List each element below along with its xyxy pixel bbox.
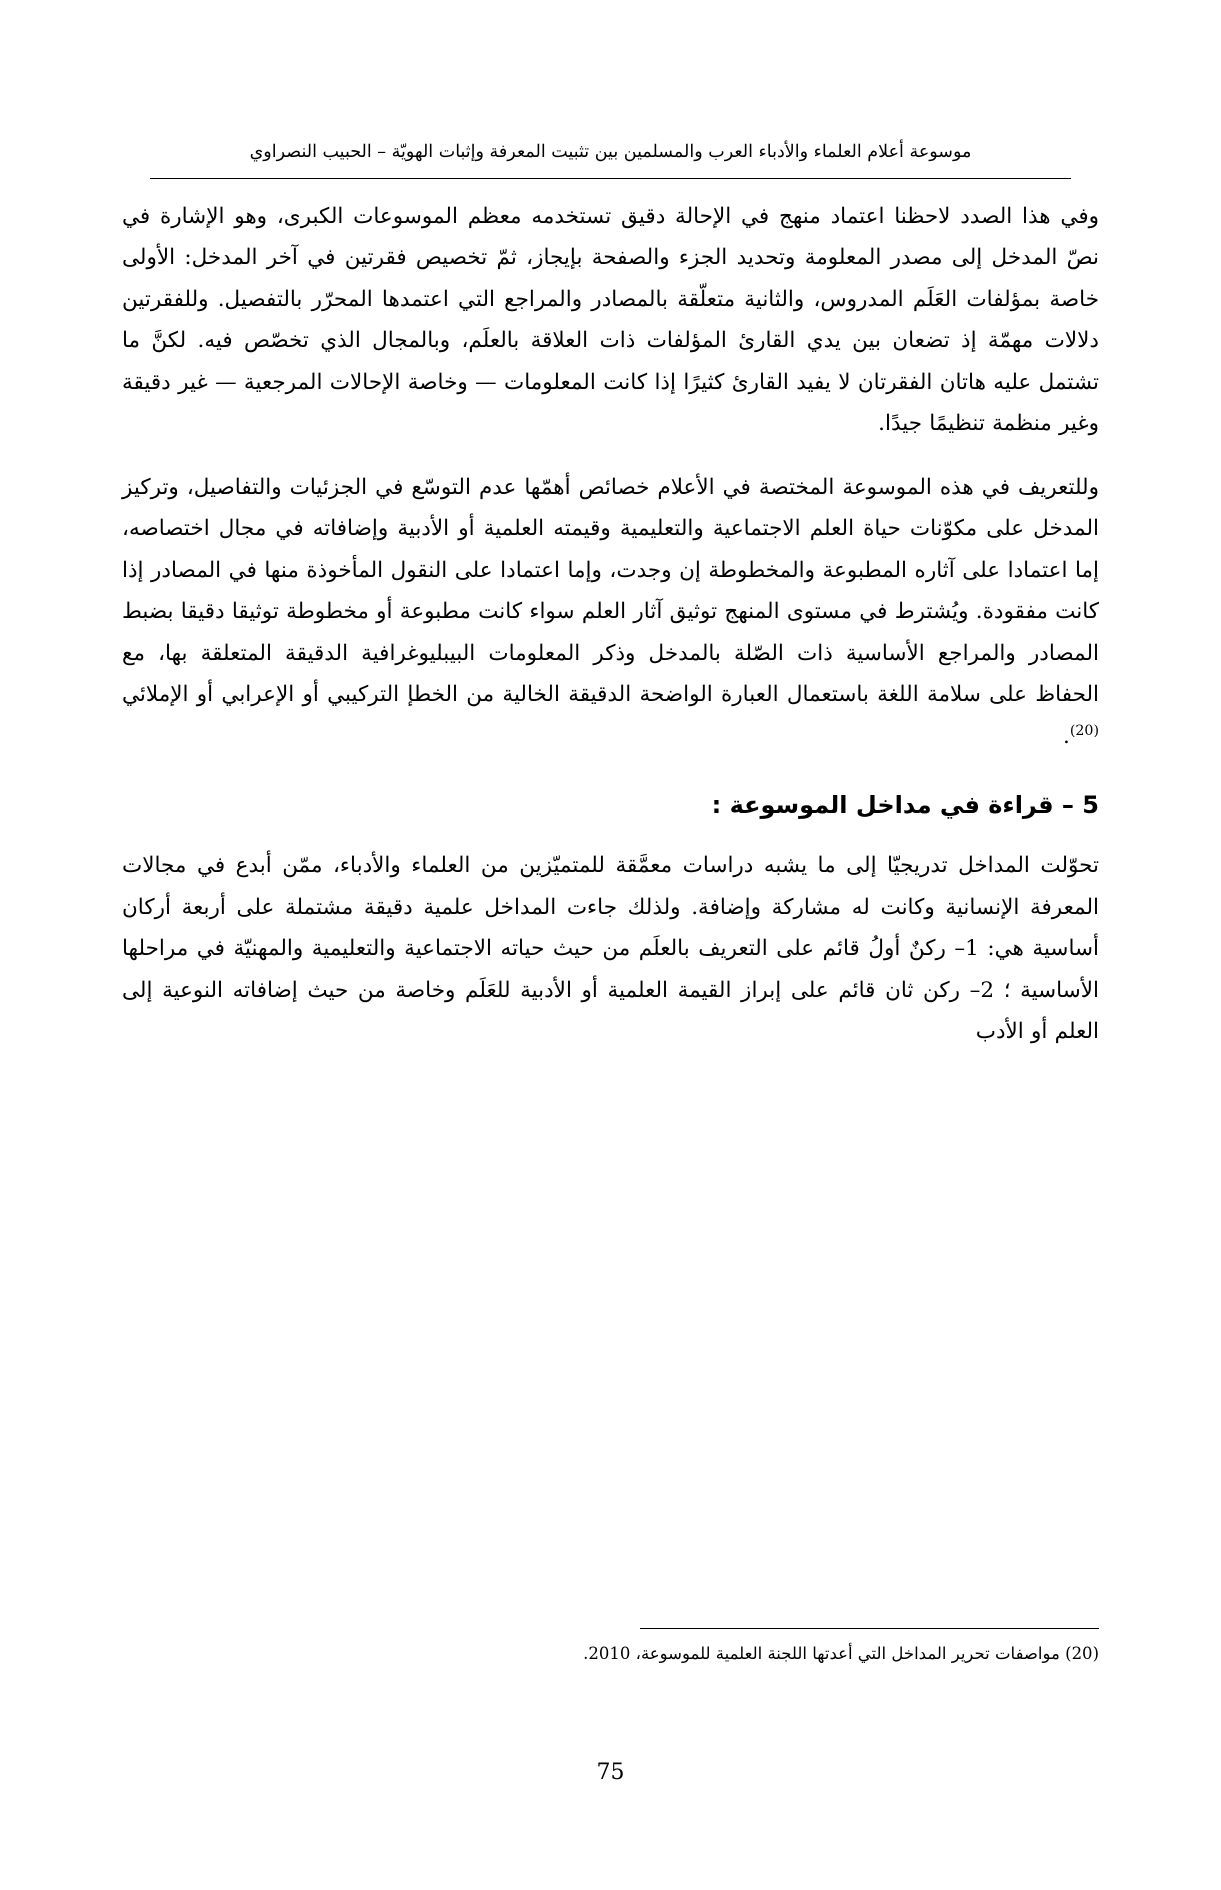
page-number: 75 [596, 1760, 625, 1785]
body-paragraph-1: وفي هذا الصدد لاحظنا اعتماد منهج في الإحالة دقيق تستخدمه معظم الموسوعات الكبرى، وهو الإشارة في نصّ المدخل إلى مصدر المعلومة وتحديد الجزء والصفحة بإيجاز، ثمّ تخصيص فقرتين في آخر المدخل: الأولى خاصة بمؤلفات العَلَم المدروس، والثانية متعلّقة بالمصادر والمراجع التي اعتمدها المحرّر بالتفصيل. وللفقرتين دلالات مهمّة إذ تضعان بين يدي القارئ المؤلفات ذات العلاقة بالعلَم، وبالمجال الذي تخصّص فيه. لكنَّ ما تشتمل عليه هاتان الفقرتان لا يفيد القارئ كثيرًا إذا كانت المعلومات — وخاصة الإحالات المرجعية — غير دقيقة وغير منظمة تنظيمًا جيدًا. [122, 204, 1099, 437]
body-paragraph-2-text: وللتعريف في هذه الموسوعة المختصة في الأعلام خصائص أهمّها عدم التوسّع في الجزئيات والتفاصيل، وتركيز المدخل على مكوّنات حياة العلم الاجتماعية والتعليمية وقيمته العلمية أو الأدبية وإضافاته في مجال اختصاصه، إما اعتمادا على آثاره المطبوعة والمخطوطة إن وجدت، وإما اعتمادا على النقول المأخوذة منها في المصادر إذا كانت مفقودة. ويُشترط في مستوى المنهج توثيق آثار العلم سواء كانت مطبوعة أو مخطوطة توثيقا دقيقا بضبط المصادر والمراجع الأساسية ذات الصّلة بالمدخل وذكر المعلومات البيبليوغرافية الدقيقة المتعلقة بها، مع الحفاظ على سلامة اللغة باستعمال العبارة الواضحة الدقيقة الخالية من الخطإ التركيبي أو الإعرابي أو الإملائي [122, 474, 1099, 708]
section-heading: 5 – قراءة في مداخل الموسوعة : [711, 791, 1099, 820]
page-body [122, 196, 1099, 1053]
page-header [150, 140, 1071, 179]
header-divider [150, 178, 1071, 179]
body-paragraph-2 [122, 467, 1099, 757]
running-head: موسوعة أعلام العلماء والأدباء العرب والمسلمين بين تثبيت المعرفة وإثبات الهويّة – الحبيب النصراوي [249, 142, 972, 162]
footnote-reference-marker[interactable]: (20) [1069, 722, 1099, 739]
paragraph-gap-1 [122, 445, 1099, 467]
body-paragraph-3: تحوّلت المداخل تدريجيّا إلى ما يشبه دراسات معمَّقة للمتميّزين من العلماء والأدباء، ممّن أبدع في مجالات المعرفة الإنسانية وكانت له مشاركة وإضافة. ولذلك جاءت المداخل علمية دقيقة مشتملة على أربعة أركان أساسية هي: 1– ركنٌ أولُ قائم على التعريف بالعلَم من حيث حياته الاجتماعية والتعليمية والمهنيّة في مراحلها الأساسية ؛ 2– ركن ثان قائم على إبراز القيمة العلمية أو الأدبية للعَلَم وخاصة من حيث إضافاته النوعية إلى العلم أو الأدب [122, 853, 1099, 1045]
footnote-area [122, 1628, 1099, 1667]
footnote-divider [640, 1628, 1099, 1629]
body-paragraph-2-period: . [1063, 723, 1070, 749]
footnote-entry: (20) مواصفات تحرير المداخل التي أعدتها اللجنة العلمية للموسوعة، 2010. [583, 1644, 1099, 1663]
